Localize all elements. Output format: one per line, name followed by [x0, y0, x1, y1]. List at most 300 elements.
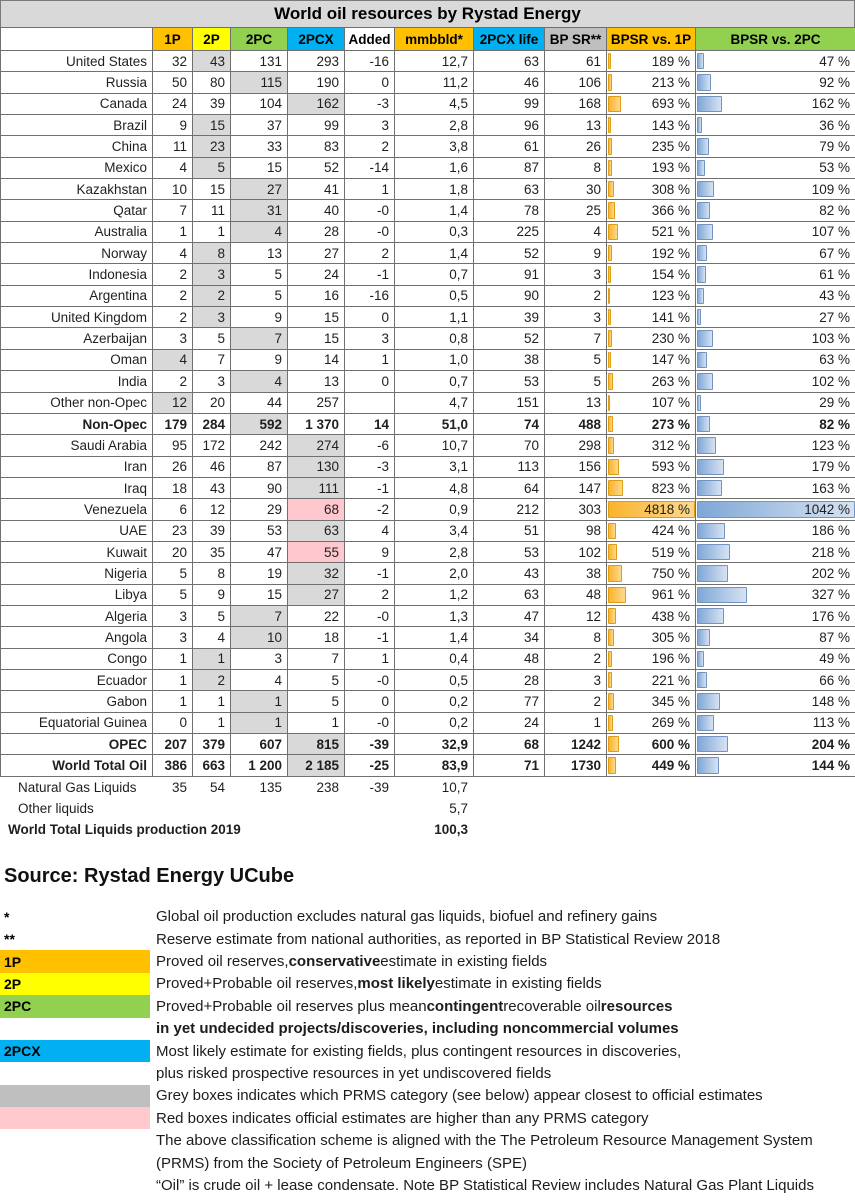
cell-mmbbld: 10,7 — [395, 435, 474, 456]
legend-text-segment: (PRMS) from the Society of Petroleum Engineers (SPE) — [156, 1154, 527, 1172]
cell-mmbbld: 83,9 — [395, 755, 474, 776]
cell-2pc: 607 — [231, 734, 288, 755]
cell-2pcx: 55 — [288, 541, 345, 562]
legend-text-segment: Most likely estimate for existing fields, plus contingent resources in discoveries, — [156, 1042, 682, 1060]
percent-value: 103 % — [811, 331, 850, 347]
cell-2pc: 1 200 — [231, 755, 288, 776]
summary-row — [0, 819, 855, 840]
databar-blue — [697, 138, 709, 154]
cell-2p: 15 — [193, 179, 231, 200]
cell-1p: 1 — [153, 648, 193, 669]
cell-2p: 3 — [193, 371, 231, 392]
databar-blue — [697, 565, 728, 581]
cell-1p: 3 — [153, 627, 193, 648]
databar-orange — [608, 757, 616, 773]
table-row — [1, 477, 855, 498]
cell-1p: 18 — [153, 477, 193, 498]
table-row — [1, 285, 855, 306]
percent-value: 102 % — [811, 373, 850, 389]
cell-bp-sr: 1242 — [545, 734, 607, 755]
cell-2pcx-life: 63 — [474, 51, 545, 72]
cell-2pc: 1 — [231, 712, 288, 733]
cell-2pcx: 815 — [288, 734, 345, 755]
percent-value: 424 % — [651, 523, 690, 539]
table-row — [1, 115, 855, 136]
percent-value: 345 % — [651, 693, 690, 709]
table-row — [1, 51, 855, 72]
cell-country: Russia — [1, 72, 153, 93]
cell-bp-sr: 488 — [545, 413, 607, 434]
databar-orange — [608, 138, 612, 154]
cell-2pc: 33 — [231, 136, 288, 157]
cell-bpsr-vs-2pc — [696, 115, 855, 136]
table-row — [1, 349, 855, 370]
cell-mmbbld: 10,7 — [441, 779, 468, 795]
cell-bpsr-vs-1p — [607, 307, 696, 328]
cell-bpsr-vs-1p — [607, 371, 696, 392]
percent-value: 87 % — [819, 629, 850, 645]
cell-mmbbld: 51,0 — [395, 413, 474, 434]
cell-bp-sr: 1 — [545, 712, 607, 733]
legend-text — [156, 1107, 648, 1129]
percent-value: 123 % — [651, 288, 690, 304]
cell-country: Ecuador — [1, 669, 153, 690]
legend-text — [156, 1040, 681, 1062]
cell-mmbbld: 0,3 — [395, 221, 474, 242]
cell-2p: 20 — [193, 392, 231, 413]
databar-blue — [697, 416, 710, 432]
cell-bp-sr: 30 — [545, 179, 607, 200]
legend-row — [0, 1018, 855, 1040]
column-header-mmbbld: mmbbld* — [395, 28, 474, 51]
cell-bpsr-vs-1p — [607, 456, 696, 477]
table-row — [1, 755, 855, 776]
cell-mmbbld: 5,7 — [449, 801, 468, 817]
cell-1p: 1 — [153, 691, 193, 712]
percent-value: 154 % — [651, 267, 690, 283]
databar-orange — [608, 480, 623, 496]
cell-2pc: 29 — [231, 499, 288, 520]
cell-1p: 2 — [153, 285, 193, 306]
cell-1p — [152, 798, 192, 819]
legend-text-segment: contingent — [426, 997, 504, 1015]
cell-bpsr-vs-2pc — [696, 51, 855, 72]
cell-2p: 1 — [193, 221, 231, 242]
cell-added — [345, 392, 395, 413]
databar-blue — [697, 352, 707, 368]
cell-bpsr-vs-2pc — [696, 349, 855, 370]
databar-orange — [608, 395, 610, 411]
cell-2pc: 10 — [231, 627, 288, 648]
cell-bp-sr: 168 — [545, 93, 607, 114]
cell-mmbbld: 0,2 — [395, 691, 474, 712]
cell-2pc: 44 — [231, 392, 288, 413]
cell-2pcx-life: 113 — [474, 456, 545, 477]
cell-2p: 15 — [193, 115, 231, 136]
table-row — [1, 179, 855, 200]
cell-country: Brazil — [1, 115, 153, 136]
table-row — [1, 93, 855, 114]
databar-orange — [608, 96, 621, 112]
cell-2pc: 5 — [231, 285, 288, 306]
cell-2pcx-life: 64 — [474, 477, 545, 498]
cell-bp-sr: 102 — [545, 541, 607, 562]
cell-country: Venezuela — [1, 499, 153, 520]
cell-2pc: 5 — [231, 264, 288, 285]
cell-2pcx-life: 63 — [474, 179, 545, 200]
cell-mmbbld: 0,7 — [395, 371, 474, 392]
legend-row — [0, 995, 855, 1017]
cell-added: -16 — [345, 51, 395, 72]
cell-2pcx: 83 — [288, 136, 345, 157]
databar-orange — [608, 352, 611, 368]
table-title: World oil resources by Rystad Energy — [0, 0, 855, 27]
cell-country: United States — [1, 51, 153, 72]
cell-2pc: 31 — [231, 200, 288, 221]
percent-value: 61 % — [819, 267, 850, 283]
cell-2pc: 131 — [231, 51, 288, 72]
column-header-2pc: 2PC — [231, 28, 288, 51]
cell-added: 0 — [345, 307, 395, 328]
databar-blue — [697, 459, 724, 475]
cell-bp-sr: 2 — [545, 285, 607, 306]
cell-2pcx-life: 87 — [474, 157, 545, 178]
percent-value: 366 % — [651, 203, 690, 219]
legend-row — [0, 973, 855, 995]
cell-2p: 284 — [193, 413, 231, 434]
percent-value: 109 % — [811, 181, 850, 197]
cell-2p: 9 — [193, 584, 231, 605]
legend-swatch: 2PC — [0, 995, 150, 1017]
databar-blue — [697, 651, 704, 667]
cell-added: -0 — [345, 200, 395, 221]
cell-bpsr-vs-1p — [607, 93, 696, 114]
cell-bpsr-vs-1p — [607, 712, 696, 733]
databar-blue — [697, 437, 716, 453]
percent-value: 82 % — [819, 416, 850, 432]
cell-bpsr-vs-2pc — [696, 477, 855, 498]
cell-mmbbld: 2,8 — [395, 115, 474, 136]
column-header-country — [1, 28, 153, 51]
table-row — [1, 627, 855, 648]
cell-bpsr-vs-2pc — [696, 734, 855, 755]
cell-added: 4 — [345, 520, 395, 541]
cell-2p: 39 — [193, 520, 231, 541]
percent-value: 305 % — [651, 629, 690, 645]
databar-blue — [697, 309, 701, 325]
databar-orange — [608, 224, 618, 240]
cell-bp-sr: 298 — [545, 435, 607, 456]
cell-bp-sr: 5 — [545, 349, 607, 370]
cell-added: 9 — [345, 541, 395, 562]
cell-2pcx: 41 — [288, 179, 345, 200]
cell-mmbbld: 1,4 — [395, 243, 474, 264]
cell-mmbbld: 0,9 — [395, 499, 474, 520]
cell-added: 1 — [345, 349, 395, 370]
percent-value: 961 % — [651, 587, 690, 603]
percent-value: 202 % — [811, 565, 850, 581]
cell-bpsr-vs-2pc — [696, 392, 855, 413]
databar-blue — [697, 672, 707, 688]
cell-2p: 54 — [209, 779, 225, 795]
cell-bpsr-vs-2pc — [696, 520, 855, 541]
percent-value: 147 % — [651, 352, 690, 368]
cell-bpsr-vs-2pc — [696, 221, 855, 242]
legend-text — [156, 1174, 814, 1196]
legend-text-segment: Global oil production excludes natural gas liquids, biofuel and refinery gains — [156, 908, 658, 926]
cell-added: -0 — [345, 712, 395, 733]
cell-2pc: 13 — [231, 243, 288, 264]
cell-added: -1 — [345, 627, 395, 648]
cell-mmbbld: 1,3 — [395, 605, 474, 626]
databar-orange — [608, 523, 616, 539]
cell-1p: 0 — [153, 712, 193, 733]
cell-added: 2 — [345, 584, 395, 605]
legend-text-segment: Red boxes indicates official estimates are higher than any PRMS category — [156, 1109, 649, 1127]
databar-orange — [608, 544, 617, 560]
legend-text-segment: “Oil” is crude oil + lease condensate. Note BP Statistical Review includes Natural Gas Plant Liquids — [156, 1176, 814, 1194]
cell-1p: 5 — [153, 563, 193, 584]
percent-value: 221 % — [651, 672, 690, 688]
header-row — [1, 28, 855, 51]
legend-swatch: 2P — [0, 973, 150, 995]
cell-bpsr-vs-1p — [607, 435, 696, 456]
cell-added: -39 — [345, 734, 395, 755]
percent-value: 273 % — [651, 416, 690, 432]
cell-mmbbld: 1,4 — [395, 200, 474, 221]
cell-2pc: 9 — [231, 307, 288, 328]
cell-mmbbld: 1,2 — [395, 584, 474, 605]
cell-country: Australia — [1, 221, 153, 242]
databar-orange — [608, 309, 611, 325]
legend-text-segment: resources — [600, 997, 673, 1015]
cell-bpsr-vs-1p — [607, 179, 696, 200]
table-row — [1, 584, 855, 605]
cell-2pcx: 5 — [288, 691, 345, 712]
cell-2pcx-life: 38 — [474, 349, 545, 370]
cell-2p: 5 — [193, 157, 231, 178]
cell-2pcx: 22 — [288, 605, 345, 626]
cell-added: 2 — [345, 136, 395, 157]
cell-bp-sr: 25 — [545, 200, 607, 221]
databar-orange — [608, 459, 619, 475]
cell-2pc: 115 — [231, 72, 288, 93]
databar-orange — [608, 330, 612, 346]
cell-2pc: 15 — [231, 157, 288, 178]
table-row — [1, 371, 855, 392]
legend-row — [0, 950, 855, 972]
oil-resources-table — [0, 27, 855, 777]
cell-bpsr-vs-2pc — [696, 541, 855, 562]
cell-country: Nigeria — [1, 563, 153, 584]
cell-1p: 4 — [153, 243, 193, 264]
cell-2pcx-life: 51 — [474, 520, 545, 541]
cell-added: 2 — [345, 243, 395, 264]
cell-country: Iraq — [1, 477, 153, 498]
cell-2pcx-life: 61 — [474, 136, 545, 157]
cell-mmbbld: 0,8 — [395, 328, 474, 349]
cell-bp-sr: 13 — [545, 115, 607, 136]
databar-blue — [697, 181, 714, 197]
column-header-1p: 1P — [153, 28, 193, 51]
cell-added: -3 — [345, 93, 395, 114]
legend-marker: * — [4, 908, 10, 925]
cell-2pcx-life: 52 — [474, 328, 545, 349]
legend-marker: ** — [4, 931, 15, 948]
cell-2pc: 1 — [231, 691, 288, 712]
cell-2pc — [230, 798, 287, 819]
percent-value: 66 % — [819, 672, 850, 688]
cell-bp-sr: 61 — [545, 51, 607, 72]
column-header-2p: 2P — [193, 28, 231, 51]
cell-added: -0 — [345, 605, 395, 626]
table-row — [1, 307, 855, 328]
cell-1p: 2 — [153, 307, 193, 328]
cell-bp-sr: 2 — [545, 648, 607, 669]
cell-mmbbld: 11,2 — [395, 72, 474, 93]
databar-orange — [608, 651, 612, 667]
cell-2p: 5 — [193, 328, 231, 349]
cell-bp-sr: 303 — [545, 499, 607, 520]
cell-bpsr-vs-1p — [607, 691, 696, 712]
cell-added: -14 — [345, 157, 395, 178]
percent-value: 123 % — [811, 437, 850, 453]
table-row — [1, 456, 855, 477]
cell-mmbbld: 12,7 — [395, 51, 474, 72]
databar-blue — [697, 266, 706, 282]
cell-bpsr-vs-2pc — [696, 264, 855, 285]
cell-1p: 24 — [153, 93, 193, 114]
cell-bpsr-vs-2pc — [696, 243, 855, 264]
cell-added: -39 — [369, 779, 389, 795]
cell-2pcx: 257 — [288, 392, 345, 413]
cell-1p: 207 — [153, 734, 193, 755]
cell-2p: 1 — [193, 648, 231, 669]
legend-text — [156, 1085, 763, 1107]
liquids-summary-table — [0, 777, 855, 841]
cell-2pc: 9 — [231, 349, 288, 370]
legend-swatch: 1P — [0, 950, 150, 972]
legend-row — [0, 1152, 855, 1174]
table-row — [1, 712, 855, 733]
cell-mmbbld: 0,2 — [395, 712, 474, 733]
cell-2pcx: 28 — [288, 221, 345, 242]
legend-marker — [0, 1129, 150, 1151]
cell-bp-sr: 98 — [545, 520, 607, 541]
cell-country: Saudi Arabia — [1, 435, 153, 456]
cell-2pc: 15 — [231, 584, 288, 605]
table-row — [1, 648, 855, 669]
percent-value: 693 % — [651, 96, 690, 112]
databar-orange — [608, 587, 626, 603]
cell-2pcx: 13 — [288, 371, 345, 392]
databar-orange — [608, 672, 612, 688]
cell-bpsr-vs-1p — [607, 72, 696, 93]
cell-2pcx-life: 77 — [474, 691, 545, 712]
cell-2pcx: 5 — [288, 669, 345, 690]
legend-row — [0, 1107, 855, 1129]
legend-marker — [0, 1062, 150, 1084]
cell-mmbbld: 4,7 — [395, 392, 474, 413]
legend-row — [0, 1129, 855, 1151]
cell-bpsr-vs-1p — [607, 157, 696, 178]
table-row — [1, 200, 855, 221]
cell-bpsr-vs-2pc — [696, 691, 855, 712]
databar-blue — [697, 608, 724, 624]
databar-orange — [608, 736, 619, 752]
cell-bpsr-vs-1p — [607, 136, 696, 157]
cell-2pc: 4 — [231, 371, 288, 392]
percent-value: 141 % — [651, 309, 690, 325]
legend-text-segment: recoverable oil — [503, 997, 601, 1015]
cell-country: Other non-Opec — [1, 392, 153, 413]
cell-2p: 2 — [193, 285, 231, 306]
cell-bpsr-vs-2pc — [696, 285, 855, 306]
cell-1p: 35 — [171, 779, 187, 795]
databar-blue — [697, 373, 713, 389]
cell-bpsr-vs-1p — [607, 115, 696, 136]
cell-bp-sr: 5 — [545, 371, 607, 392]
cell-added: -25 — [345, 755, 395, 776]
cell-mmbbld: 4,5 — [395, 93, 474, 114]
cell-bpsr-vs-2pc — [696, 157, 855, 178]
cell-2pc: 27 — [231, 179, 288, 200]
cell-2pcx: 111 — [288, 477, 345, 498]
cell-2p: 172 — [193, 435, 231, 456]
cell-added: -0 — [345, 669, 395, 690]
cell-bpsr-vs-2pc — [696, 93, 855, 114]
cell-mmbbld: 1,1 — [395, 307, 474, 328]
databar-orange — [608, 437, 614, 453]
cell-bp-sr: 38 — [545, 563, 607, 584]
percent-value: 49 % — [819, 651, 850, 667]
percent-value: 438 % — [651, 608, 690, 624]
cell-2pcx-life: 70 — [474, 435, 545, 456]
percent-value: 53 % — [819, 160, 850, 176]
cell-2pc: 592 — [231, 413, 288, 434]
cell-2pc: 3 — [231, 648, 288, 669]
databar-blue — [697, 224, 713, 240]
cell-2pcx-life: 96 — [474, 115, 545, 136]
cell-2pc: 37 — [231, 115, 288, 136]
percent-value: 82 % — [819, 203, 850, 219]
percent-value: 107 % — [811, 224, 850, 240]
cell-2pc: 87 — [231, 456, 288, 477]
cell-country: Libya — [1, 584, 153, 605]
percent-value: 263 % — [651, 373, 690, 389]
column-header-bpsr-vs-2pc: BPSR vs. 2PC — [696, 28, 855, 51]
table-row — [1, 392, 855, 413]
databar-orange — [608, 74, 612, 90]
databar-blue — [697, 587, 747, 603]
cell-country: Azerbaijan — [1, 328, 153, 349]
cell-country: Kazakhstan — [1, 179, 153, 200]
legend-text-segment: Proved+Probable oil reserves, — [156, 975, 358, 993]
percent-value: 521 % — [651, 224, 690, 240]
percent-value: 196 % — [651, 651, 690, 667]
legend-marker — [0, 1174, 150, 1196]
cell-mmbbld: 1,8 — [395, 179, 474, 200]
cell-bp-sr: 9 — [545, 243, 607, 264]
cell-added: 0 — [345, 72, 395, 93]
cell-country: OPEC — [1, 734, 153, 755]
table-row — [1, 734, 855, 755]
databar-orange — [608, 288, 610, 304]
databar-blue — [697, 160, 705, 176]
table-row — [1, 563, 855, 584]
cell-2pcx: 16 — [288, 285, 345, 306]
cell-2pcx: 18 — [288, 627, 345, 648]
